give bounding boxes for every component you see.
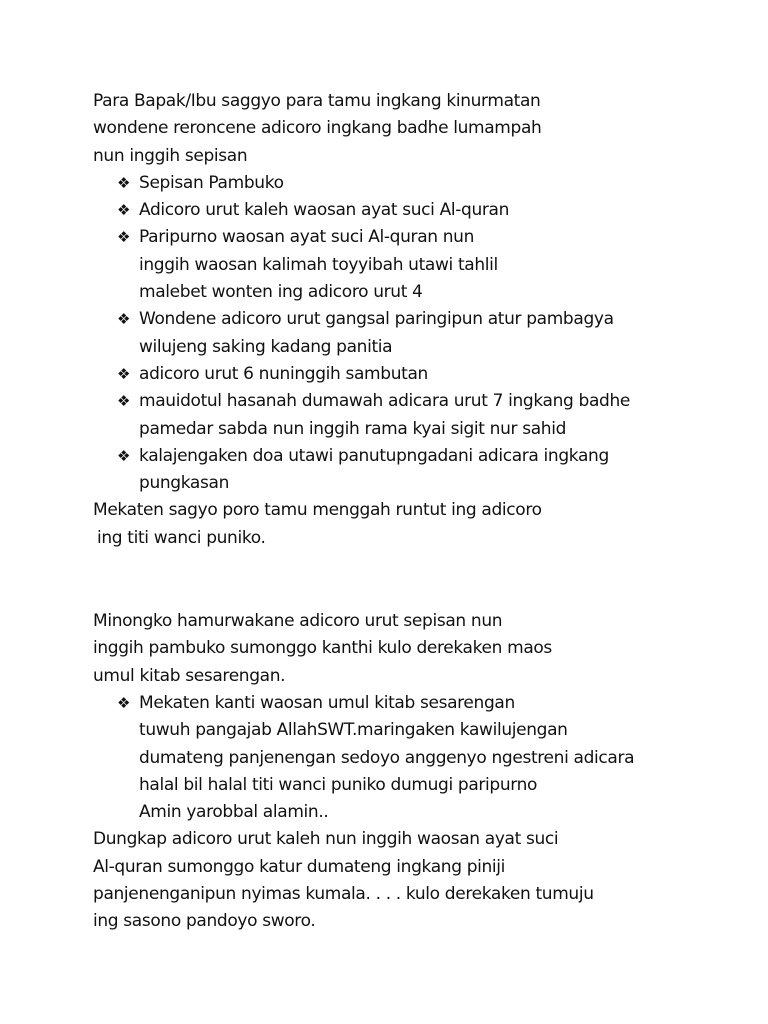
- paragraph-line: nun inggih sepisan: [93, 145, 248, 166]
- diamond-cluster-icon: ❖: [117, 446, 131, 465]
- bullet-list: [93, 690, 733, 826]
- list-item-line: malebet wonten ing adicoro urut 4: [139, 282, 423, 303]
- diamond-cluster-icon: ❖: [117, 173, 131, 192]
- paragraph-line: Minongko hamurwakane adicoro urut sepisan nun: [93, 611, 503, 632]
- paragraph-line: wondene reroncene adicoro ingkang badhe lumampah: [93, 118, 542, 139]
- list-item-line: kalajengaken doa utawi panutupngadani adicara ingkang: [139, 445, 609, 466]
- diamond-cluster-icon: ❖: [117, 693, 131, 712]
- list-item: [93, 170, 733, 197]
- list-item-line: pamedar sabda nun inggih rama kyai sigit nur sahid: [139, 418, 567, 439]
- list-item-line: Amin yarobbal alamin..: [139, 802, 329, 823]
- list-item-line: Mekaten kanti waosan umul kitab sesarengan: [139, 692, 515, 713]
- list-item-line: Paripurno waosan ayat suci Al-quran nun: [139, 227, 475, 248]
- list-item: [93, 443, 733, 498]
- diamond-cluster-icon: ❖: [117, 310, 131, 329]
- diamond-cluster-icon: ❖: [117, 364, 131, 383]
- list-item: [93, 690, 733, 826]
- document-body: [93, 88, 733, 936]
- paragraph-line: panjenenganipun nyimas kumala. . . . kulo derekaken tumuju: [93, 884, 594, 905]
- paragraph-line: ing sasono pandoyo sworo.: [93, 911, 316, 932]
- paragraph-line: Dungkap adicoro urut kaleh nun inggih waosan ayat suci: [93, 829, 559, 850]
- list-item-line: pungkasan: [139, 473, 229, 494]
- diamond-cluster-icon: ❖: [117, 228, 131, 247]
- section-2: [93, 608, 733, 936]
- list-item-line: wilujeng saking kadang panitia: [139, 336, 393, 357]
- list-item-line: dumateng panjenengan sedoyo anggenyo ngestreni adicara: [139, 747, 635, 768]
- bullet-list: [93, 170, 733, 498]
- diamond-cluster-icon: ❖: [117, 201, 131, 220]
- list-item-line: halal bil halal titi wanci puniko dumugi paripurno: [139, 774, 538, 795]
- paragraph-line: Para Bapak/Ibu saggyo para tamu ingkang kinurmatan: [93, 91, 541, 111]
- list-item-line: Adicoro urut kaleh waosan ayat suci Al-quran: [139, 200, 510, 221]
- list-item: [93, 388, 733, 443]
- list-item-line: mauidotul hasanah dumawah adicara urut 7 ingkang badhe: [139, 391, 631, 412]
- list-item: [93, 197, 733, 224]
- paragraph-line: umul kitab sesarengan.: [93, 665, 286, 686]
- list-item-line: Wondene adicoro urut gangsal paringipun atur pambagya: [139, 309, 614, 330]
- paragraph-line: Al-quran sumonggo katur dumateng ingkang piniji: [93, 856, 506, 877]
- section-1: [93, 88, 733, 552]
- section-gap: [93, 552, 733, 608]
- list-item-line: Sepisan Pambuko: [139, 172, 284, 193]
- paragraph-line: ing titi wanci puniko.: [97, 527, 266, 548]
- list-item-line: inggih waosan kalimah toyyibah utawi tahlil: [139, 254, 498, 275]
- list-item-line: tuwuh pangajab AllahSWT.maringaken kawilujengan: [139, 720, 568, 741]
- list-item: [93, 306, 733, 361]
- list-item-line: adicoro urut 6 nuninggih sambutan: [139, 363, 428, 384]
- diamond-cluster-icon: ❖: [117, 392, 131, 411]
- list-item: [93, 361, 733, 388]
- paragraph-line: inggih pambuko sumonggo kanthi kulo derekaken maos: [93, 638, 552, 659]
- list-item: [93, 224, 733, 306]
- paragraph-line: Mekaten sagyo poro tamu menggah runtut ing adicoro: [93, 500, 542, 521]
